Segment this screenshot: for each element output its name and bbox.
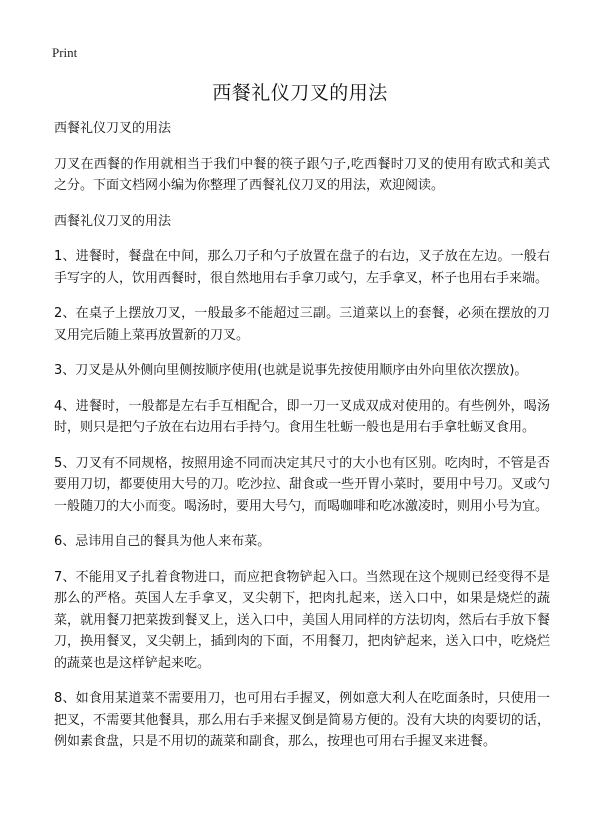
list-item: 6、忌讳用自己的餐具为他人来布菜。 bbox=[54, 534, 271, 549]
list-item: 7、不能用叉子扎着食物进口，而应把食物铲起入口。当然现在这个规则已经变得不是那么的严格。英国人左手拿叉，叉尖朝下，把肉扎起来，送入口中，如果是烧烂的蔬菜，就用餐刀把菜拨到餐叉上，送入口中，美国人用同样的方法切肉，然后右手放下餐刀，换用餐叉，叉尖朝上，插到肉的下面，不用餐刀，把肉铲起来，送入口中，吃烧烂的蔬菜也是这样铲起来吃。 bbox=[54, 569, 550, 671]
list-item: 3、刀叉是从外侧向里侧按顺序使用(也就是说事先按使用顺序由外向里依次摆放)。 bbox=[54, 363, 528, 378]
list-item: 1、进餐时，餐盘在中间，那么刀子和勺子放置在盘子的右边，叉子放在左边。一般右手写字的人，饮用西餐时，很自然地用右手拿刀或勺，左手拿叉，杯子也用右手来端。 bbox=[54, 249, 550, 286]
print-link[interactable]: Print bbox=[52, 45, 78, 60]
document-subtitle: 西餐礼仪刀叉的用法 bbox=[54, 121, 172, 136]
intro-paragraph: 刀叉在西餐的作用就相当于我们中餐的筷子跟勺子,吃西餐时刀叉的使用有欧式和美式之分。下面文档网小编为你整理了西餐礼仪刀叉的用法，欢迎阅读。 bbox=[54, 156, 550, 193]
list-item: 2、在桌子上摆放刀叉，一般最多不能超过三副。三道菜以上的套餐，必须在摆放的刀叉用完后随上菜再放置新的刀叉。 bbox=[54, 306, 550, 343]
list-item: 5、刀叉有不同规格，按照用途不同而决定其尺寸的大小也有区别。吃肉时，不管是否要用刀切，都要使用大号的刀。吃沙拉、甜食或一些开胃小菜时，要用中号刀。叉或勺一般随刀的大小而变。喝汤时，要用大号勺，而喝咖啡和吃冰激凌时，则用小号为宜。 bbox=[54, 455, 550, 514]
document-body bbox=[54, 118, 550, 767]
section-heading: 西餐礼仪刀叉的用法 bbox=[54, 213, 172, 229]
list-item: 4、进餐时，一般都是左右手互相配合，即一刀一叉成双成对使用的。有些例外，喝汤时，则只是把勺子放在右边用右手持勺。食用生牡蛎一般也是用右手拿牡蛎叉食用。 bbox=[54, 398, 550, 435]
document-title: 西餐礼仪刀叉的用法 bbox=[212, 82, 388, 104]
list-item: 8、如食用某道菜不需要用刀，也可用右手握叉，例如意大利人在吃面条时，只使用一把叉，不需要其他餐具，那么用右手来握叉倒是简易方便的。没有大块的肉要切的话，例如素食盘，只是不用切的蔬菜和副食，那么，按理也可用右手握叉来进餐。 bbox=[54, 691, 550, 749]
